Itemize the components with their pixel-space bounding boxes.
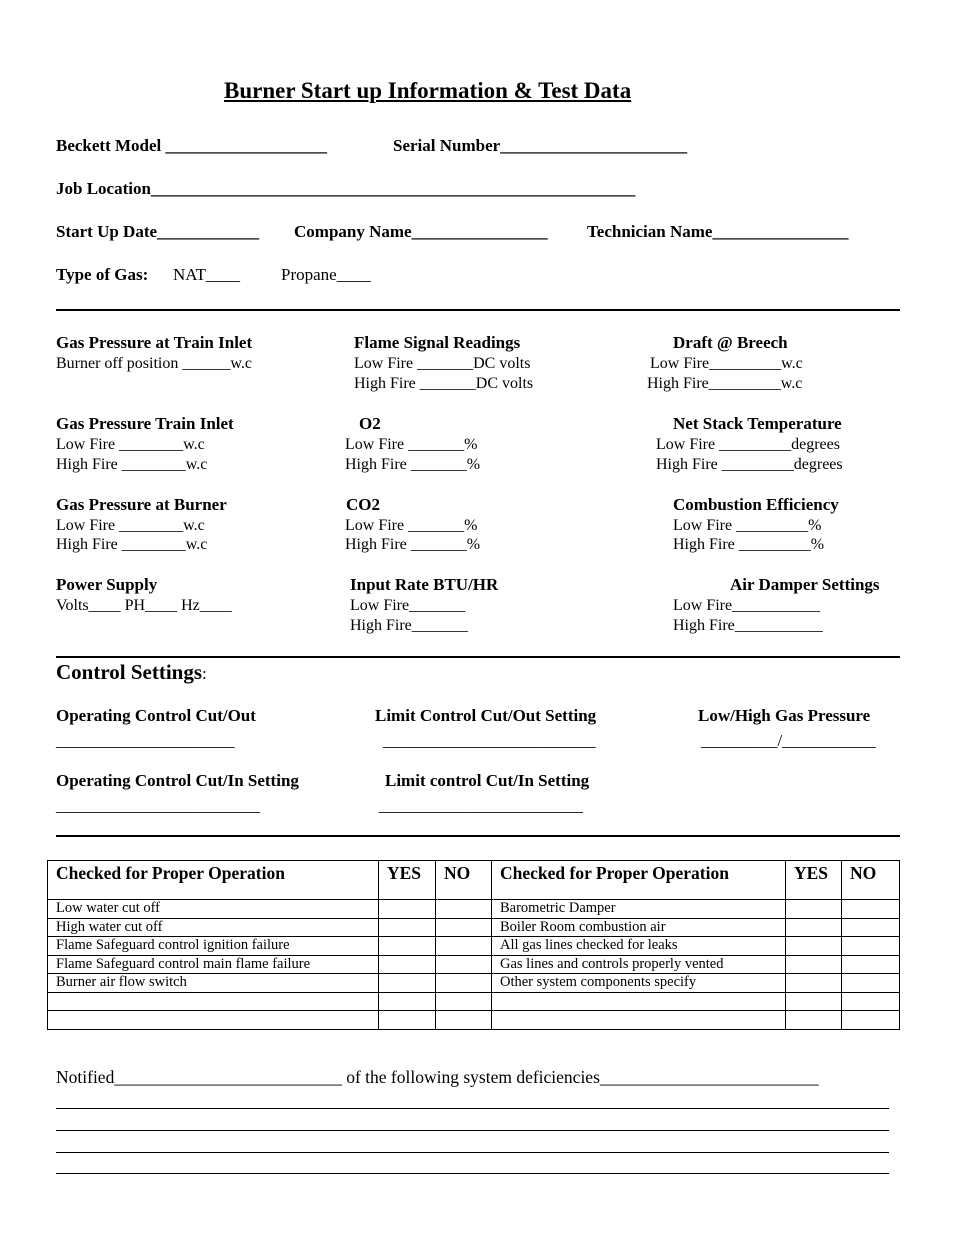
yes-cell[interactable] [786, 900, 842, 919]
no-cell[interactable] [842, 900, 900, 919]
reading-line[interactable]: High Fire ________w.c [56, 456, 208, 473]
yes-cell[interactable] [379, 992, 436, 1011]
check-item: Boiler Room combustion air [492, 918, 786, 937]
divider [56, 656, 900, 658]
deficiency-line[interactable] [56, 1152, 889, 1153]
no-cell[interactable] [842, 974, 900, 993]
reading-heading: Input Rate BTU/HR [350, 575, 499, 594]
company-name-field[interactable]: Company Name________________ [294, 222, 548, 241]
reading-heading: CO2 [346, 495, 380, 514]
reading-line[interactable]: Low Fire _______% [345, 436, 478, 453]
checklist-header: Checked for Proper Operation [48, 861, 379, 900]
no-cell[interactable] [436, 1011, 492, 1030]
beckett-model-field[interactable]: Beckett Model ___________________ [56, 136, 328, 155]
table-row [48, 918, 900, 937]
page-title: Burner Start up Information & Test Data [224, 78, 632, 103]
yes-header: YES [786, 861, 842, 900]
yes-header: YES [379, 861, 436, 900]
reading-line[interactable]: Low Fire_______ [350, 597, 466, 614]
notified-field[interactable]: __________________________ [114, 1067, 342, 1087]
operating-cut-in-label: Operating Control Cut/In Setting [56, 771, 299, 790]
limit-cut-out-field[interactable]: _________________________ [383, 731, 596, 750]
no-header: NO [842, 861, 900, 900]
reading-line[interactable]: Burner off position ______w.c [56, 355, 252, 372]
reading-line[interactable]: Volts____ PH____ Hz____ [56, 597, 232, 614]
check-item: Low water cut off [48, 900, 379, 919]
gas-pressure-field[interactable]: _________/___________ [701, 731, 876, 750]
reading-line[interactable]: Low Fire _________% [673, 517, 822, 534]
check-item[interactable] [48, 1011, 379, 1030]
yes-cell[interactable] [786, 918, 842, 937]
notified-label: Notified [56, 1067, 115, 1087]
check-item: Other system components specify [492, 974, 786, 993]
no-cell[interactable] [436, 900, 492, 919]
reading-line[interactable]: High Fire_______ [350, 617, 468, 634]
yes-cell[interactable] [379, 918, 436, 937]
check-item: All gas lines checked for leaks [492, 937, 786, 956]
reading-line[interactable]: High Fire_________w.c [647, 375, 803, 392]
reading-line[interactable]: High Fire _______DC volts [354, 375, 534, 392]
type-of-gas-label: Type of Gas: [56, 265, 149, 284]
reading-heading: Power Supply [56, 575, 158, 594]
yes-cell[interactable] [379, 955, 436, 974]
no-cell[interactable] [842, 918, 900, 937]
gas-nat-field[interactable]: NAT____ [173, 265, 241, 284]
gas-pressure-label: Low/High Gas Pressure [698, 706, 871, 725]
yes-cell[interactable] [786, 974, 842, 993]
check-item: Gas lines and controls properly vented [492, 955, 786, 974]
check-item: Flame Safeguard control ignition failure [48, 937, 379, 956]
reading-heading: Flame Signal Readings [354, 333, 521, 352]
reading-line[interactable]: Low Fire _______DC volts [354, 355, 531, 372]
check-item: High water cut off [48, 918, 379, 937]
no-cell[interactable] [436, 992, 492, 1011]
gas-propane-field[interactable]: Propane____ [281, 265, 371, 284]
deficiency-line[interactable] [56, 1108, 889, 1109]
reading-heading: Net Stack Temperature [673, 414, 842, 433]
no-cell[interactable] [436, 918, 492, 937]
table-row [48, 1011, 900, 1030]
reading-line[interactable]: High Fire _______% [345, 456, 481, 473]
limit-cut-in-label: Limit control Cut/In Setting [385, 771, 590, 790]
no-cell[interactable] [842, 955, 900, 974]
reading-heading: Draft @ Breech [673, 333, 788, 352]
reading-line[interactable]: Low Fire ________w.c [56, 517, 205, 534]
no-header: NO [436, 861, 492, 900]
notified-line [56, 1067, 819, 1088]
yes-cell[interactable] [786, 1011, 842, 1030]
operating-cut-out-field[interactable]: _____________________ [56, 731, 235, 750]
deficiency-line[interactable] [56, 1130, 889, 1131]
no-cell[interactable] [842, 992, 900, 1011]
yes-cell[interactable] [379, 974, 436, 993]
deficiency-line[interactable] [56, 1173, 889, 1174]
reading-line[interactable]: High Fire___________ [673, 617, 823, 634]
check-item[interactable] [492, 1011, 786, 1030]
deficiencies-field[interactable]: _________________________ [599, 1067, 819, 1087]
table-row [48, 900, 900, 919]
limit-cut-out-label: Limit Control Cut/Out Setting [375, 706, 597, 725]
check-item[interactable] [48, 992, 379, 1011]
operating-cut-in-field[interactable]: ________________________ [56, 796, 260, 815]
reading-heading: Gas Pressure at Train Inlet [56, 333, 253, 352]
no-cell[interactable] [842, 937, 900, 956]
reading-line[interactable]: Low Fire_________w.c [650, 355, 803, 372]
yes-cell[interactable] [379, 937, 436, 956]
no-cell[interactable] [436, 974, 492, 993]
reading-heading: Air Damper Settings [730, 575, 880, 594]
no-cell[interactable] [436, 955, 492, 974]
reading-line[interactable]: High Fire _________% [673, 536, 825, 553]
table-row [48, 992, 900, 1011]
reading-line[interactable]: High Fire _______% [345, 536, 481, 553]
start-up-date-field[interactable]: Start Up Date____________ [56, 222, 260, 241]
serial-number-field[interactable]: Serial Number______________________ [393, 136, 688, 155]
reading-line[interactable]: Low Fire___________ [673, 597, 821, 614]
yes-cell[interactable] [786, 937, 842, 956]
job-location-field[interactable]: Job Location_________________________________________________________ [56, 179, 636, 198]
deficiencies-label: of the following system deficiencies [346, 1067, 600, 1087]
divider [56, 835, 900, 837]
control-settings-title [56, 660, 207, 685]
check-item: Flame Safeguard control main flame failure [48, 955, 379, 974]
yes-cell[interactable] [786, 955, 842, 974]
table-row [48, 955, 900, 974]
no-cell[interactable] [842, 1011, 900, 1030]
table-row [48, 974, 900, 993]
reading-line[interactable]: Low Fire _________degrees [656, 436, 840, 453]
check-item[interactable] [492, 992, 786, 1011]
reading-heading: Gas Pressure Train Inlet [56, 414, 234, 433]
checklist-header: Checked for Proper Operation [492, 861, 786, 900]
operating-cut-out-label: Operating Control Cut/Out [56, 706, 256, 725]
reading-line[interactable]: Low Fire ________w.c [56, 436, 205, 453]
yes-cell[interactable] [379, 1011, 436, 1030]
reading-heading: Combustion Efficiency [673, 495, 839, 514]
reading-heading: O2 [359, 414, 381, 433]
no-cell[interactable] [436, 937, 492, 956]
yes-cell[interactable] [786, 992, 842, 1011]
checklist-header-row [48, 861, 900, 900]
control-settings-colon: : [202, 664, 207, 683]
reading-line[interactable]: High Fire ________w.c [56, 536, 208, 553]
checklist-table [47, 860, 900, 1030]
reading-heading: Gas Pressure at Burner [56, 495, 227, 514]
reading-line[interactable]: Low Fire _______% [345, 517, 478, 534]
yes-cell[interactable] [379, 900, 436, 919]
divider [56, 309, 900, 311]
technician-name-field[interactable]: Technician Name________________ [587, 222, 849, 241]
limit-cut-in-field[interactable]: ________________________ [379, 796, 583, 815]
reading-line[interactable]: High Fire _________degrees [656, 456, 843, 473]
check-item: Barometric Damper [492, 900, 786, 919]
check-item: Burner air flow switch [48, 974, 379, 993]
control-settings-heading: Control Settings [56, 660, 203, 684]
table-row [48, 937, 900, 956]
